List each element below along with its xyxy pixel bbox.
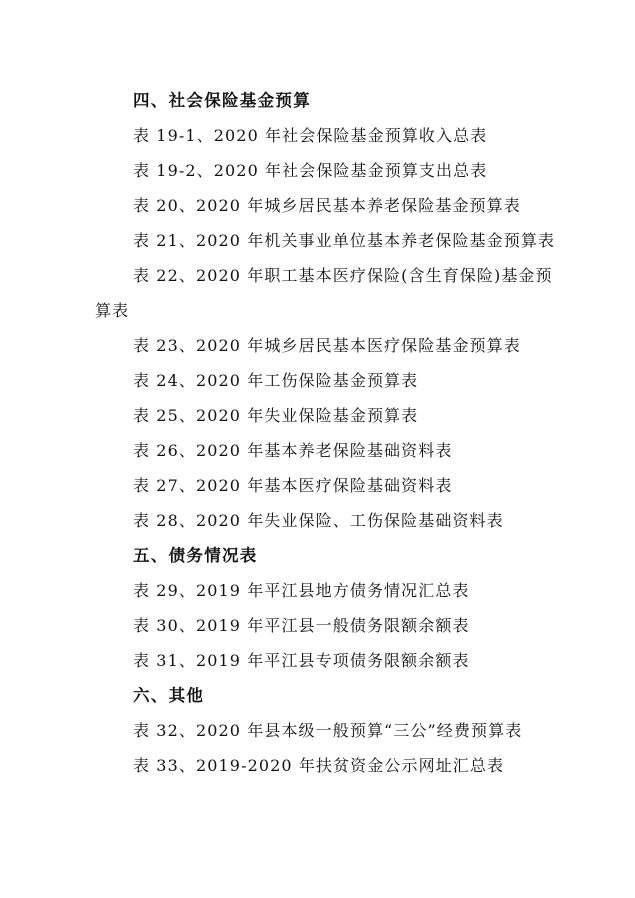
list-item: 表 19-1、2020 年社会保险基金预算收入总表 xyxy=(133,126,488,145)
list-item: 表 29、2019 年平江县地方债务情况汇总表 xyxy=(133,581,470,600)
list-item: 表 32、2020 年县本级一般预算“三公”经费预算表 xyxy=(133,721,523,740)
list-item: 表 27、2020 年基本医疗保险基础资料表 xyxy=(133,476,453,495)
list-item-continuation: 算表 xyxy=(95,301,130,320)
list-item: 表 28、2020 年失业保险、工伤保险基础资料表 xyxy=(133,511,504,530)
list-item: 表 25、2020 年失业保险基金预算表 xyxy=(133,406,419,425)
section-heading-other: 六、其他 xyxy=(133,686,205,705)
list-item: 表 24、2020 年工伤保险基金预算表 xyxy=(133,371,419,390)
section-heading-debt: 五、债务情况表 xyxy=(133,546,258,565)
list-item: 表 33、2019-2020 年扶贫资金公示网址汇总表 xyxy=(133,756,505,775)
list-item: 表 20、2020 年城乡居民基本养老保险基金预算表 xyxy=(133,196,521,215)
list-item: 表 26、2020 年基本养老保险基础资料表 xyxy=(133,441,453,460)
list-item: 表 19-2、2020 年社会保险基金预算支出总表 xyxy=(133,161,488,180)
list-item: 表 31、2019 年平江县专项债务限额余额表 xyxy=(133,651,470,670)
list-item: 表 21、2020 年机关事业单位基本养老保险基金预算表 xyxy=(133,231,556,250)
list-item: 表 23、2020 年城乡居民基本医疗保险基金预算表 xyxy=(133,336,521,355)
list-item: 表 22、2020 年职工基本医疗保险(含生育保险)基金预 xyxy=(133,266,553,285)
section-heading-social-insurance: 四、社会保险基金预算 xyxy=(133,91,311,110)
list-item: 表 30、2019 年平江县一般债务限额余额表 xyxy=(133,616,470,635)
